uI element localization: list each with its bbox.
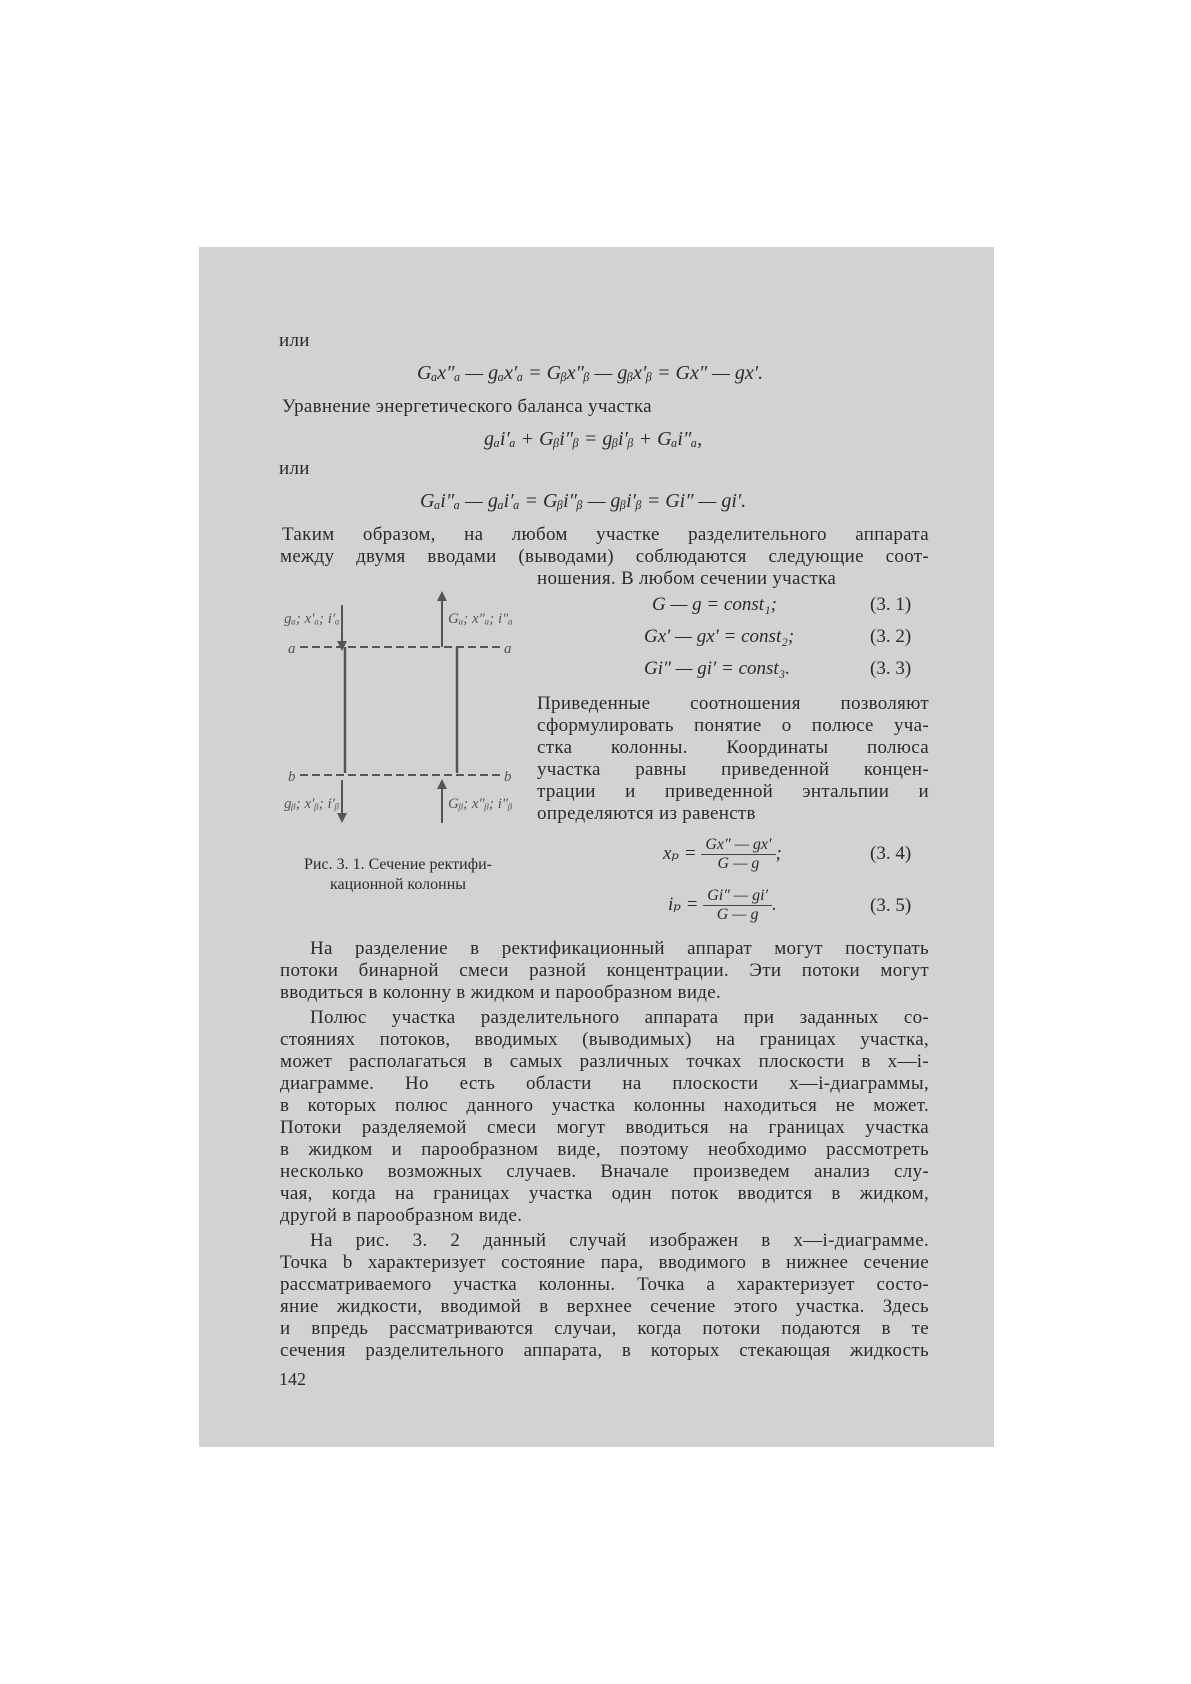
arrowhead-top-right xyxy=(437,591,447,601)
text-ili-2: или xyxy=(279,458,310,479)
label-top-left: gₐ; x′ₐ; i′ₐ xyxy=(284,611,340,627)
equation-energy-balance-1: gₐi′ₐ + Gᵦi″ᵦ = gᵦi′ᵦ + Gₐi″ₐ, xyxy=(484,428,703,450)
arrowhead-bottom-right xyxy=(437,779,447,789)
paragraph-line: Потоки разделяемой смеси могут вводиться на границах участка xyxy=(280,1117,929,1138)
label-top-right: Gₐ; x″ₐ; i″ₐ xyxy=(448,611,513,627)
equation-3-1: G — g = const₁; xyxy=(652,594,777,615)
label-section-b-right: b xyxy=(504,769,512,785)
paragraph-line: стка колонны. Координаты полюса xyxy=(537,737,929,758)
equation-mass-balance: Gₐx″ₐ — gₐx′ₐ = Gᵦx″ᵦ — gᵦx′ᵦ = Gx″ — gx′. xyxy=(417,362,764,384)
paragraph-line: рассматриваемого участка колонны. Точка a характеризует состо- xyxy=(280,1274,929,1295)
eq34-lhs: xₚ = xyxy=(663,842,697,864)
text-energy-balance-title: Уравнение энергетического баланса участка xyxy=(282,396,652,417)
paragraph-line: ношения. В любом сечении участка xyxy=(537,568,837,589)
text-ili-1: или xyxy=(279,330,310,351)
label-bottom-right: Gᵦ; x″ᵦ; i″ᵦ xyxy=(448,796,513,812)
paragraph-line: яние жидкости, вводимой в верхнее сечение этого участка. Здесь xyxy=(280,1296,929,1317)
caption-line: кационной колонны xyxy=(329,876,467,893)
caption-line: Рис. 3. 1. Сечение ректифи- xyxy=(304,856,492,873)
paragraph-line: сформулировать понятие о полюсе уча- xyxy=(537,715,929,736)
eq35-lhs: iₚ = xyxy=(668,893,699,915)
paragraph-line: На рис. 3. 2 данный случай изображен в x—i-диаграмме. xyxy=(310,1230,929,1251)
paragraph-line: сечения разделительного аппарата, в которых стекающая жидкость xyxy=(280,1340,929,1361)
paragraph-line: Таким образом, на любом участке разделительного аппарата xyxy=(282,524,929,545)
arrowhead-bottom-left xyxy=(337,813,347,823)
equation-3-2: Gx′ — gx′ = const₂; xyxy=(644,626,795,647)
equation-3-4: xₚ = $\frac{Gx'' — gx'}{G — g}$ ; xyxy=(663,836,782,872)
paragraph-line: Приведенные соотношения позволяют xyxy=(537,693,929,714)
label-section-a-right: a xyxy=(504,641,512,657)
equation-number: (3. 5) xyxy=(870,895,912,916)
paragraph-line: может располагаться в самых различных точках плоскости в x—i- xyxy=(280,1051,929,1072)
equation-number: (3. 3) xyxy=(870,658,912,679)
paragraph-line: другой в парообразном виде. xyxy=(280,1205,523,1226)
paragraph-line: в жидком и парообразном виде, поэтому необходимо рассмотреть xyxy=(280,1139,929,1160)
paragraph-line: и впредь рассматриваются случаи, когда потоки подаются в те xyxy=(280,1318,929,1339)
paragraph-line: трации и приведенной энтальпии и xyxy=(537,781,929,802)
paragraph-line: стояниях потоков, вводимых (выводимых) на границах участка, xyxy=(280,1029,929,1050)
paragraph-line: несколько возможных случаев. Вначале произведем анализ слу- xyxy=(280,1161,929,1182)
equation-number: (3. 2) xyxy=(870,626,912,647)
figure-caption xyxy=(278,855,518,895)
equation-energy-balance-2: Gₐi″ₐ — gₐi′ₐ = Gᵦi″ᵦ — gᵦi′ᵦ = Gi″ — gi′. xyxy=(420,490,747,512)
page-number: 142 xyxy=(279,1369,306,1389)
equation-number: (3. 4) xyxy=(870,843,912,864)
eq34-denominator: G — g xyxy=(717,855,760,872)
paragraph-line: вводиться в колонну в жидком и парообразном виде. xyxy=(280,982,722,1003)
label-section-a-left: a xyxy=(288,641,296,657)
eq34-numerator: Gx″ — gx′ xyxy=(701,836,775,855)
eq35-denominator: G — g xyxy=(716,906,759,923)
eq35-fraction xyxy=(703,887,772,924)
paragraph-line: потоки бинарной смеси разной концентрации. Эти потоки могут xyxy=(280,960,929,981)
label-section-b-left: b xyxy=(288,769,296,785)
paragraph-line: Точка b характеризует состояние пара, вводимого в нижнее сечение xyxy=(280,1252,929,1273)
paragraph-line: участка равны приведенной концен- xyxy=(537,759,929,780)
label-bottom-left: gᵦ; x′ᵦ; i′ᵦ xyxy=(284,796,340,812)
paragraph-line: чая, когда на границах участка один поток вводится в жидком, xyxy=(280,1183,929,1204)
equation-3-3: Gi″ — gi′ = const₃. xyxy=(644,658,791,679)
paragraph-line: в которых полюс данного участка колонны находиться не может. xyxy=(280,1095,929,1116)
paragraph-line: определяются из равенств xyxy=(537,803,756,824)
paragraph-line: На разделение в ректификационный аппарат могут поступать xyxy=(310,938,929,959)
paragraph-line: диаграмме. Но есть области на плоскости x—i-диаграммы, xyxy=(280,1073,929,1094)
equation-number: (3. 1) xyxy=(870,594,912,615)
eq35-numerator: Gi″ — gi′ xyxy=(703,887,772,906)
eq34-fraction xyxy=(701,836,775,873)
paragraph-line: между двумя вводами (выводами) соблюдаются следующие соот- xyxy=(280,546,929,567)
paragraph-line: Полюс участка разделительного аппарата при заданных со- xyxy=(310,1007,929,1028)
equation-3-5: iₚ = $\frac{Gi'' — gi'}{G — g}$ . xyxy=(668,887,777,923)
column-section-figure xyxy=(280,585,520,835)
